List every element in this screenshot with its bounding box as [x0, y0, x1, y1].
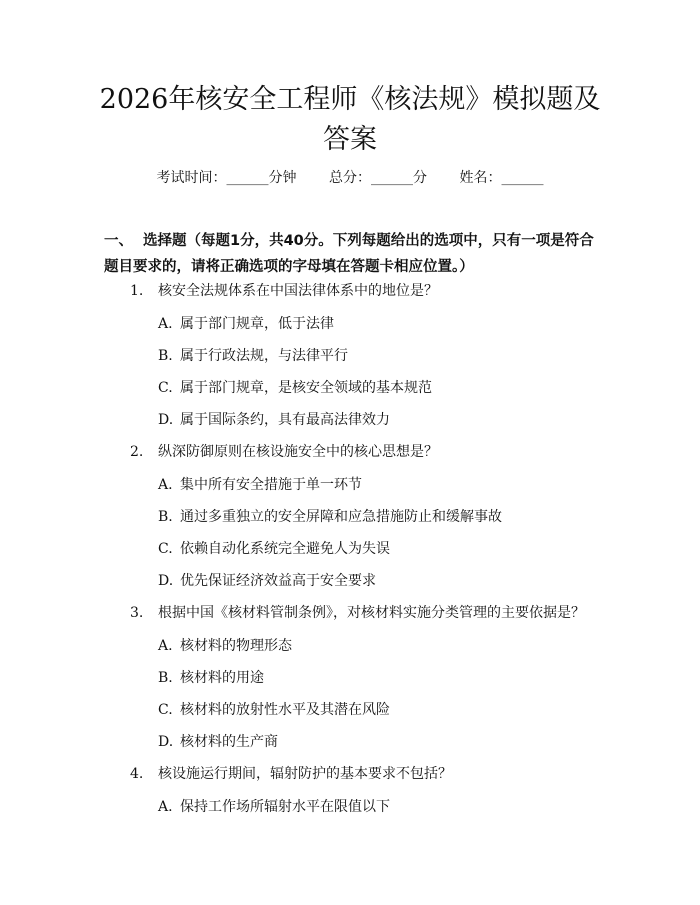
section-instructions: 选择题（每题1分，共40分。下列每题给出的选项中，只有一项是符合题目要求的，请将正确选项的字母填在答题卡相应位置。） — [104, 233, 594, 275]
exam-info-line — [0, 167, 700, 187]
question-4 — [130, 764, 452, 784]
question-number: 2. — [130, 444, 144, 460]
option-letter: A. — [158, 477, 173, 493]
option-letter: C. — [158, 541, 173, 557]
question-2 — [130, 442, 438, 462]
option-letter: C. — [158, 380, 173, 396]
question-number: 1. — [130, 283, 144, 299]
section-number: 一、 — [104, 233, 133, 249]
option-letter: A. — [158, 638, 173, 654]
option-letter: B. — [158, 670, 173, 686]
total-score-field: 总分：______分 — [329, 170, 427, 186]
page-title: 2026年核安全工程师《核法规》模拟题及答案 — [99, 84, 601, 155]
question-1-option-a — [158, 314, 334, 334]
option-letter: C. — [158, 702, 173, 718]
option-text: 属于国际条约，具有最高法律效力 — [180, 412, 390, 428]
option-text: 保持工作场所辐射水平在限值以下 — [180, 799, 390, 815]
question-3-option-c — [158, 700, 390, 720]
option-text: 属于行政法规，与法律平行 — [180, 348, 348, 364]
option-letter: A. — [158, 799, 173, 815]
option-letter: D. — [158, 412, 174, 428]
option-text: 集中所有安全措施于单一环节 — [180, 477, 362, 493]
question-1-option-b — [158, 346, 348, 366]
option-text: 优先保证经济效益高于安全要求 — [180, 573, 376, 589]
question-1 — [130, 281, 438, 301]
name-field: 姓名：______ — [459, 170, 544, 186]
question-text: 核设施运行期间，辐射防护的基本要求不包括？ — [158, 766, 452, 782]
question-text: 核安全法规体系在中国法律体系中的地位是？ — [158, 283, 438, 299]
question-3-option-b — [158, 668, 264, 688]
option-text: 属于部门规章，低于法律 — [180, 316, 334, 332]
option-text: 属于部门规章，是核安全领域的基本规范 — [180, 380, 432, 396]
question-3-option-d — [158, 732, 278, 752]
option-letter: D. — [158, 573, 174, 589]
section-heading — [104, 228, 600, 280]
question-number: 4. — [130, 766, 144, 782]
option-text: 核材料的生产商 — [180, 734, 278, 750]
option-text: 核材料的用途 — [180, 670, 264, 686]
option-letter: B. — [158, 348, 173, 364]
option-letter: D. — [158, 734, 174, 750]
question-2-option-d — [158, 571, 376, 591]
question-text: 纵深防御原则在核设施安全中的核心思想是？ — [158, 444, 438, 460]
question-2-option-c — [158, 539, 390, 559]
question-3-option-a — [158, 636, 292, 656]
question-1-option-c — [158, 378, 432, 398]
question-1-option-d — [158, 410, 390, 430]
exam-time-field: 考试时间：______分钟 — [156, 170, 297, 186]
option-text: 依赖自动化系统完全避免人为失误 — [180, 541, 390, 557]
question-2-option-b — [158, 507, 502, 527]
question-4-option-a — [158, 797, 390, 817]
option-letter: A. — [158, 316, 173, 332]
question-text: 根据中国《核材料管制条例》，对核材料实施分类管理的主要依据是？ — [158, 605, 585, 621]
option-text: 通过多重独立的安全屏障和应急措施防止和缓解事故 — [180, 509, 502, 525]
question-number: 3. — [130, 605, 144, 621]
option-text: 核材料的放射性水平及其潜在风险 — [180, 702, 390, 718]
option-letter: B. — [158, 509, 173, 525]
option-text: 核材料的物理形态 — [180, 638, 292, 654]
question-3 — [130, 603, 585, 623]
question-2-option-a — [158, 475, 362, 495]
